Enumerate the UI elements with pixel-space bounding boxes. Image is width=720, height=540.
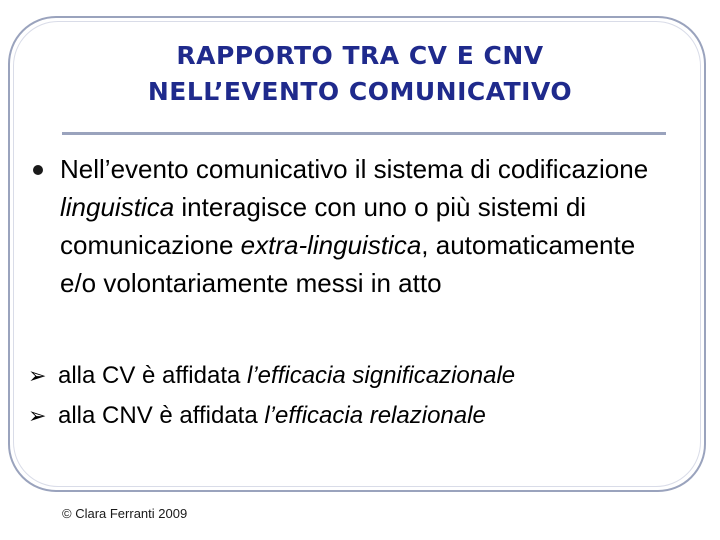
arrow-item [28,356,688,396]
bullet-text-part: Nell’evento comunicativo il sistema di codificazione [60,154,649,184]
title-line-2: NELL’EVENTO COMUNICATIVO [147,77,573,106]
arrow-list [28,356,688,436]
arrow-bullet-icon: ➢ [28,403,47,428]
bullet-text-part: , automaticamente e/o volontariamente messi in atto [60,230,636,298]
bullet-text-part: interagisce con uno o più sistemi di comunicazione [60,192,587,260]
bullet-text-italic: linguistica [60,192,175,222]
bullet-text-italic: extra-linguistica [240,230,422,260]
arrow-item-text: alla CNV è affidata [58,402,265,429]
title-divider [62,132,666,135]
footer-copyright: © Clara Ferranti 2009 [62,506,188,521]
main-bullet-text [60,150,668,302]
arrow-item [28,396,688,436]
title-line-1: RAPPORTO TRA CV E CNV [176,41,544,70]
slide-title [60,38,660,110]
bullet-dot-icon [33,165,43,175]
arrow-item-text: alla CV è affidata [58,362,248,389]
main-bullet [28,150,668,302]
arrow-item-italic: l’efficacia significazionale [247,362,516,389]
arrow-item-italic: l’efficacia relazionale [264,402,486,429]
arrow-bullet-icon: ➢ [28,363,47,388]
